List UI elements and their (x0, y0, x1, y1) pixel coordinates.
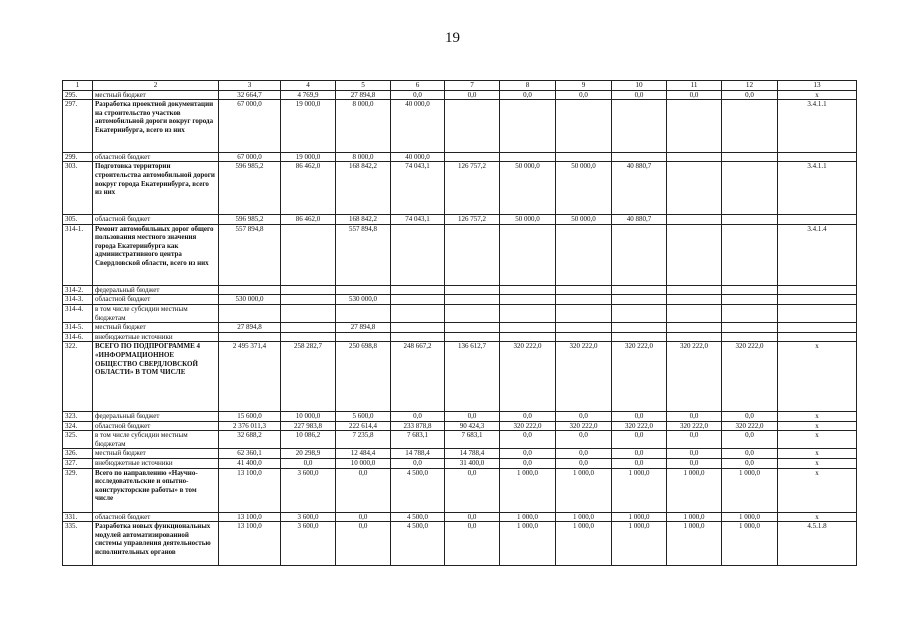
amount-cell: 19 000,0 (281, 152, 336, 162)
row-name: областной бюджет (93, 295, 219, 305)
amount-cell (667, 214, 722, 224)
row-name: Всего по направлению «Научно-исследовательские и опытно-конструкторские работы» в том числе (93, 468, 219, 512)
column-header: 11 (667, 81, 722, 91)
amount-cell (556, 100, 612, 153)
amount-cell (612, 295, 667, 305)
amount-cell: 1 000,0 (722, 512, 778, 522)
amount-cell: 320 222,0 (556, 342, 612, 412)
amount-cell: 320 222,0 (722, 342, 778, 412)
amount-cell (612, 323, 667, 333)
amount-cell: 227 983,8 (281, 421, 336, 431)
amount-cell: 0,0 (556, 459, 612, 469)
table-row (63, 224, 857, 285)
table-row (63, 468, 857, 512)
amount-cell (500, 152, 556, 162)
amount-cell (667, 304, 722, 322)
amount-cell (445, 304, 500, 322)
row-number: 331. (63, 512, 93, 522)
amount-cell (445, 100, 500, 153)
row-name: ВСЕГО ПО ПОДПРОГРАММЕ 4 «ИНФОРМАЦИОННОЕ ОБЩЕСТВО СВЕРДЛОВСКОЙ ОБЛАСТИ» В ТОМ ЧИСЛЕ (93, 342, 219, 412)
column-header: 13 (778, 81, 857, 91)
amount-cell: 0,0 (612, 412, 667, 422)
amount-cell (219, 332, 281, 342)
amount-cell: 0,0 (667, 412, 722, 422)
amount-cell: 62 360,1 (219, 449, 281, 459)
row-number: 299. (63, 152, 93, 162)
amount-cell: 557 894,8 (336, 224, 391, 285)
amount-cell: 4 769,9 (281, 90, 336, 100)
table-row (63, 342, 857, 412)
row-number: 297. (63, 100, 93, 153)
amount-cell (445, 323, 500, 333)
amount-cell: 530 000,0 (219, 295, 281, 305)
amount-cell (722, 162, 778, 215)
header-row (63, 81, 857, 91)
amount-cell (391, 224, 445, 285)
row-name: в том числе субсидии местным бюджетам (93, 304, 219, 322)
amount-cell: 320 222,0 (500, 421, 556, 431)
table-row (63, 285, 857, 295)
amount-cell: 0,0 (391, 459, 445, 469)
amount-cell: 0,0 (722, 459, 778, 469)
amount-cell: 530 000,0 (336, 295, 391, 305)
amount-cell: 27 894,8 (336, 90, 391, 100)
amount-cell: 40 000,0 (391, 152, 445, 162)
amount-cell: 557 894,8 (219, 224, 281, 285)
amount-cell: 0,0 (445, 468, 500, 512)
amount-cell (612, 332, 667, 342)
amount-cell (556, 152, 612, 162)
target-code (778, 285, 857, 295)
amount-cell (445, 152, 500, 162)
amount-cell: 320 222,0 (500, 342, 556, 412)
amount-cell (722, 285, 778, 295)
target-code: x (778, 449, 857, 459)
amount-cell: 0,0 (336, 468, 391, 512)
amount-cell: 0,0 (722, 449, 778, 459)
row-name: местный бюджет (93, 449, 219, 459)
amount-cell: 7 235,8 (336, 431, 391, 449)
amount-cell: 258 282,7 (281, 342, 336, 412)
amount-cell: 1 000,0 (612, 512, 667, 522)
target-code: x (778, 421, 857, 431)
amount-cell (556, 332, 612, 342)
amount-cell: 1 000,0 (556, 522, 612, 566)
amount-cell: 1 000,0 (612, 468, 667, 512)
amount-cell: 0,0 (612, 459, 667, 469)
amount-cell: 0,0 (445, 412, 500, 422)
amount-cell: 0,0 (500, 449, 556, 459)
table-row (63, 332, 857, 342)
amount-cell: 1 000,0 (722, 522, 778, 566)
column-header: 3 (219, 81, 281, 91)
amount-cell: 50 000,0 (556, 214, 612, 224)
amount-cell (500, 285, 556, 295)
row-number: 314-5. (63, 323, 93, 333)
amount-cell (722, 214, 778, 224)
table-body (63, 90, 857, 566)
amount-cell: 13 100,0 (219, 468, 281, 512)
row-name: Разработка проектной документации на строительство участков автомобильной дороги вокруг города Екатеринбурга, всего из них (93, 100, 219, 153)
table-row (63, 421, 857, 431)
amount-cell: 13 100,0 (219, 512, 281, 522)
row-name: федеральный бюджет (93, 285, 219, 295)
table-row (63, 152, 857, 162)
amount-cell: 0,0 (667, 431, 722, 449)
row-number: 314-4. (63, 304, 93, 322)
amount-cell (667, 152, 722, 162)
amount-cell: 0,0 (667, 459, 722, 469)
amount-cell (667, 295, 722, 305)
amount-cell: 1 000,0 (612, 522, 667, 566)
column-header: 5 (336, 81, 391, 91)
amount-cell: 0,0 (445, 90, 500, 100)
amount-cell (445, 224, 500, 285)
amount-cell: 0,0 (556, 90, 612, 100)
amount-cell: 8 000,0 (336, 152, 391, 162)
table-row (63, 162, 857, 215)
amount-cell (281, 304, 336, 322)
amount-cell: 90 424,3 (445, 421, 500, 431)
row-name: Подготовка территории строительства автомобильной дороги вокруг города Екатеринбурга, всего из них (93, 162, 219, 215)
amount-cell (667, 224, 722, 285)
amount-cell: 50 000,0 (556, 162, 612, 215)
target-code: 3.4.1.1 (778, 162, 857, 215)
target-code (778, 295, 857, 305)
amount-cell: 320 222,0 (612, 421, 667, 431)
amount-cell: 0,0 (556, 449, 612, 459)
amount-cell (612, 285, 667, 295)
amount-cell: 7 683,1 (391, 431, 445, 449)
amount-cell: 14 788,4 (445, 449, 500, 459)
row-name: Разработка новых функциональных модулей автоматизированной системы управления деятельностью исполнительных органов (93, 522, 219, 566)
amount-cell: 596 985,2 (219, 162, 281, 215)
target-code (778, 152, 857, 162)
amount-cell: 136 612,7 (445, 342, 500, 412)
amount-cell: 50 000,0 (500, 214, 556, 224)
column-header: 1 (63, 81, 93, 91)
amount-cell: 222 614,4 (336, 421, 391, 431)
row-number: 327. (63, 459, 93, 469)
amount-cell: 1 000,0 (556, 512, 612, 522)
amount-cell (336, 304, 391, 322)
amount-cell (556, 304, 612, 322)
amount-cell (336, 332, 391, 342)
amount-cell (722, 304, 778, 322)
amount-cell: 0,0 (445, 522, 500, 566)
row-number: 326. (63, 449, 93, 459)
amount-cell: 1 000,0 (722, 468, 778, 512)
amount-cell: 0,0 (722, 431, 778, 449)
target-code (778, 323, 857, 333)
amount-cell (500, 332, 556, 342)
column-header: 4 (281, 81, 336, 91)
amount-cell: 15 600,0 (219, 412, 281, 422)
amount-cell: 27 894,8 (336, 323, 391, 333)
amount-cell (556, 295, 612, 305)
amount-cell (281, 224, 336, 285)
row-name: областной бюджет (93, 512, 219, 522)
amount-cell (722, 323, 778, 333)
amount-cell: 20 298,9 (281, 449, 336, 459)
amount-cell: 320 222,0 (667, 342, 722, 412)
amount-cell: 0,0 (612, 431, 667, 449)
amount-cell: 0,0 (445, 512, 500, 522)
column-header: 12 (722, 81, 778, 91)
amount-cell (722, 152, 778, 162)
amount-cell (500, 295, 556, 305)
row-name: внебюджетные источники (93, 459, 219, 469)
amount-cell: 27 894,8 (219, 323, 281, 333)
amount-cell: 1 000,0 (500, 468, 556, 512)
row-number: 295. (63, 90, 93, 100)
amount-cell (722, 100, 778, 153)
table-row (63, 100, 857, 153)
table-row (63, 449, 857, 459)
amount-cell: 41 400,0 (219, 459, 281, 469)
amount-cell (667, 285, 722, 295)
amount-cell: 0,0 (500, 412, 556, 422)
amount-cell: 250 698,8 (336, 342, 391, 412)
amount-cell: 0,0 (722, 90, 778, 100)
amount-cell: 4 500,0 (391, 468, 445, 512)
amount-cell: 0,0 (336, 512, 391, 522)
table-row (63, 412, 857, 422)
amount-cell: 1 000,0 (500, 512, 556, 522)
amount-cell: 1 000,0 (500, 522, 556, 566)
amount-cell: 320 222,0 (667, 421, 722, 431)
amount-cell (391, 285, 445, 295)
row-name: федеральный бюджет (93, 412, 219, 422)
row-name: в том числе субсидии местным бюджетам (93, 431, 219, 449)
amount-cell: 7 683,1 (445, 431, 500, 449)
amount-cell: 1 000,0 (667, 468, 722, 512)
amount-cell: 13 100,0 (219, 522, 281, 566)
target-code: 3.4.1.1 (778, 100, 857, 153)
column-header: 10 (612, 81, 667, 91)
amount-cell: 12 484,4 (336, 449, 391, 459)
amount-cell (219, 285, 281, 295)
amount-cell: 233 878,8 (391, 421, 445, 431)
amount-cell (281, 295, 336, 305)
budget-table (62, 80, 857, 566)
amount-cell: 1 000,0 (556, 468, 612, 512)
amount-cell (612, 224, 667, 285)
target-code: 3.4.1.4 (778, 224, 857, 285)
amount-cell: 86 462,0 (281, 214, 336, 224)
target-code (778, 214, 857, 224)
amount-cell: 1 000,0 (667, 522, 722, 566)
target-code: x (778, 342, 857, 412)
amount-cell (336, 285, 391, 295)
amount-cell (556, 224, 612, 285)
row-number: 305. (63, 214, 93, 224)
row-number: 314-2. (63, 285, 93, 295)
amount-cell: 4 500,0 (391, 512, 445, 522)
amount-cell (612, 152, 667, 162)
table-row (63, 90, 857, 100)
amount-cell: 1 000,0 (667, 512, 722, 522)
amount-cell (391, 332, 445, 342)
amount-cell: 32 664,7 (219, 90, 281, 100)
table-row (63, 304, 857, 322)
amount-cell (612, 304, 667, 322)
amount-cell: 596 985,2 (219, 214, 281, 224)
amount-cell (500, 224, 556, 285)
amount-cell: 40 880,7 (612, 214, 667, 224)
amount-cell (391, 323, 445, 333)
amount-cell (722, 224, 778, 285)
amount-cell: 3 600,0 (281, 468, 336, 512)
row-name: областной бюджет (93, 421, 219, 431)
target-code: x (778, 431, 857, 449)
amount-cell: 320 222,0 (556, 421, 612, 431)
amount-cell: 10 000,0 (336, 459, 391, 469)
amount-cell (281, 285, 336, 295)
amount-cell (556, 285, 612, 295)
amount-cell (219, 304, 281, 322)
amount-cell (667, 100, 722, 153)
amount-cell: 0,0 (281, 459, 336, 469)
amount-cell: 0,0 (391, 412, 445, 422)
row-number: 314-6. (63, 332, 93, 342)
row-number: 314-3. (63, 295, 93, 305)
row-number: 335. (63, 522, 93, 566)
column-header: 8 (500, 81, 556, 91)
target-code: x (778, 512, 857, 522)
table-row (63, 323, 857, 333)
target-code: 4.5.1.8 (778, 522, 857, 566)
row-name: внебюджетные источники (93, 332, 219, 342)
amount-cell (667, 332, 722, 342)
column-header: 9 (556, 81, 612, 91)
amount-cell: 0,0 (667, 449, 722, 459)
amount-cell: 0,0 (556, 412, 612, 422)
amount-cell: 0,0 (500, 431, 556, 449)
amount-cell: 0,0 (500, 459, 556, 469)
column-header: 2 (93, 81, 219, 91)
column-header: 7 (445, 81, 500, 91)
amount-cell (722, 332, 778, 342)
amount-cell: 3 600,0 (281, 512, 336, 522)
table-row (63, 512, 857, 522)
amount-cell: 40 880,7 (612, 162, 667, 215)
amount-cell (391, 295, 445, 305)
amount-cell: 320 222,0 (612, 342, 667, 412)
target-code (778, 304, 857, 322)
target-code (778, 332, 857, 342)
amount-cell (667, 323, 722, 333)
amount-cell (281, 332, 336, 342)
amount-cell: 10 000,0 (281, 412, 336, 422)
amount-cell: 67 000,0 (219, 152, 281, 162)
target-code: x (778, 90, 857, 100)
amount-cell: 2 376 011,3 (219, 421, 281, 431)
row-number: 329. (63, 468, 93, 512)
row-number: 325. (63, 431, 93, 449)
amount-cell: 0,0 (391, 90, 445, 100)
row-number: 303. (63, 162, 93, 215)
amount-cell: 32 688,2 (219, 431, 281, 449)
amount-cell (667, 162, 722, 215)
amount-cell: 50 000,0 (500, 162, 556, 215)
amount-cell: 0,0 (667, 90, 722, 100)
row-name: местный бюджет (93, 90, 219, 100)
amount-cell: 5 600,0 (336, 412, 391, 422)
row-number: 323. (63, 412, 93, 422)
amount-cell: 168 842,2 (336, 162, 391, 215)
row-name: Ремонт автомобильных дорог общего пользования местного значения города Екатеринбурга как административного центра Свердловской области, всего из них (93, 224, 219, 285)
amount-cell: 0,0 (722, 412, 778, 422)
amount-cell: 0,0 (500, 90, 556, 100)
target-code: x (778, 412, 857, 422)
amount-cell (612, 100, 667, 153)
amount-cell (500, 304, 556, 322)
amount-cell: 14 788,4 (391, 449, 445, 459)
amount-cell: 74 043,1 (391, 162, 445, 215)
amount-cell: 86 462,0 (281, 162, 336, 215)
amount-cell: 248 667,2 (391, 342, 445, 412)
amount-cell: 19 000,0 (281, 100, 336, 153)
amount-cell: 320 222,0 (722, 421, 778, 431)
amount-cell: 0,0 (612, 90, 667, 100)
amount-cell (500, 323, 556, 333)
amount-cell: 74 043,1 (391, 214, 445, 224)
row-number: 322. (63, 342, 93, 412)
amount-cell: 8 000,0 (336, 100, 391, 153)
target-code: x (778, 459, 857, 469)
amount-cell: 0,0 (612, 449, 667, 459)
amount-cell: 31 400,0 (445, 459, 500, 469)
amount-cell: 0,0 (556, 431, 612, 449)
table-row (63, 295, 857, 305)
amount-cell: 126 757,2 (445, 214, 500, 224)
amount-cell (556, 323, 612, 333)
row-number: 314-1. (63, 224, 93, 285)
amount-cell (281, 323, 336, 333)
row-name: областной бюджет (93, 152, 219, 162)
amount-cell (445, 295, 500, 305)
amount-cell: 2 495 371,4 (219, 342, 281, 412)
amount-cell: 4 500,0 (391, 522, 445, 566)
amount-cell: 67 000,0 (219, 100, 281, 153)
amount-cell (722, 295, 778, 305)
row-name: местный бюджет (93, 323, 219, 333)
amount-cell: 126 757,2 (445, 162, 500, 215)
amount-cell: 0,0 (336, 522, 391, 566)
amount-cell: 40 000,0 (391, 100, 445, 153)
amount-cell: 168 842,2 (336, 214, 391, 224)
table-row (63, 459, 857, 469)
table-row (63, 431, 857, 449)
amount-cell: 10 086,2 (281, 431, 336, 449)
amount-cell (500, 100, 556, 153)
amount-cell (445, 332, 500, 342)
page-number: 19 (445, 30, 460, 46)
row-name: областной бюджет (93, 214, 219, 224)
target-code: x (778, 468, 857, 512)
amount-cell (391, 304, 445, 322)
row-number: 324. (63, 421, 93, 431)
table-row (63, 214, 857, 224)
amount-cell (445, 285, 500, 295)
amount-cell: 3 600,0 (281, 522, 336, 566)
column-header: 6 (391, 81, 445, 91)
table-row (63, 522, 857, 566)
